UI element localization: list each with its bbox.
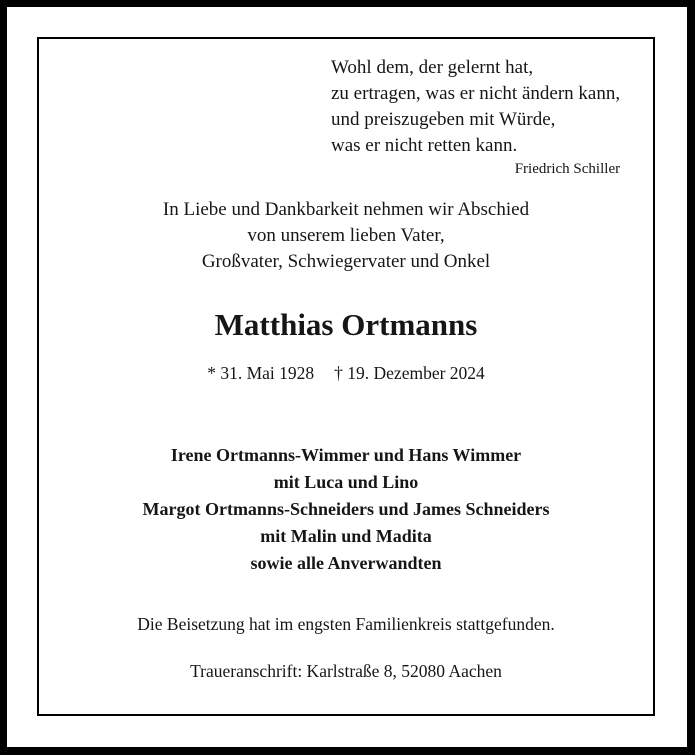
birth-date: * 31. Mai 1928 [207,363,315,383]
quote-line: Wohl dem, der gelernt hat, [331,57,534,78]
intro-line: von unserem lieben Vater, [247,225,445,246]
quote-line: und preiszugeben mit Würde, [331,109,556,130]
mourner-line: Irene Ortmanns-Wimmer und Hans Wimmer [170,445,522,465]
life-dates [39,361,653,385]
intro-block [39,197,653,275]
mourner-line: mit Luca und Lino [273,472,419,492]
mourner-line: Margot Ortmanns-Schneiders und James Schneiders [142,499,550,519]
mourner-line: sowie alle Anverwandten [250,553,442,573]
funeral-note: Die Beisetzung hat im engsten Familienkreis stattgefunden. [137,614,555,634]
quote-block [331,55,620,179]
mourning-address: Traueranschrift: Karlstraße 8, 52080 Aachen [190,661,502,681]
quote-line: was er nicht retten kann. [331,135,518,156]
intro-line: Großvater, Schwiegervater und Onkel [201,251,491,272]
deceased-name: Matthias Ortmanns [214,307,478,342]
mourner-line: mit Malin und Madita [260,526,432,546]
obituary-inner-frame [37,37,655,716]
mourners-block [39,442,653,577]
quote-line: zu ertragen, was er nicht ändern kann, [331,83,621,104]
death-date: † 19. Dezember 2024 [334,363,485,383]
intro-line: In Liebe und Dankbarkeit nehmen wir Abschied [162,199,530,220]
quote-attribution: Friedrich Schiller [514,161,621,177]
